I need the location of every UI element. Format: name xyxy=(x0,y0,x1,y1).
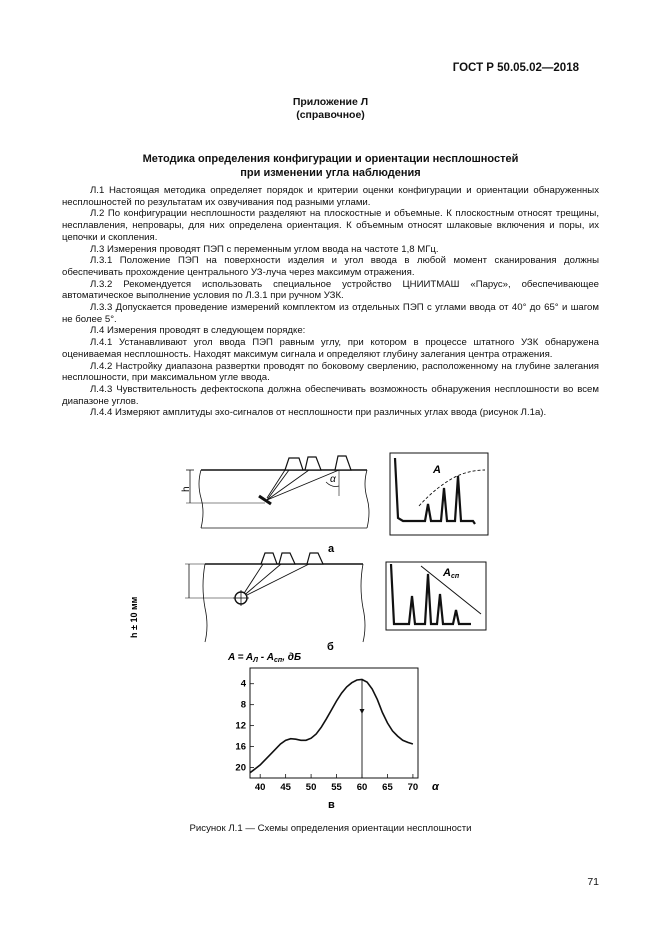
x-tick-label: 70 xyxy=(407,782,419,793)
chart-x-axis-label: α xyxy=(432,781,439,793)
specimen-left-break xyxy=(199,470,203,528)
transducer-b1-icon xyxy=(261,553,277,564)
chart-formula-sub1: Л xyxy=(253,657,258,664)
chart-formula-sub2: сп xyxy=(274,657,283,664)
y-tick-label: 8 xyxy=(240,699,246,711)
x-tick-label: 60 xyxy=(356,782,368,793)
paragraph-l3-2: Л.3.2 Рекомендуется использовать специальное устройство ЦНИИТМАШ «Парус», обеспечивающее автоматическое выполнение условия по Л.3.1 при ручном УЗК. xyxy=(62,278,599,302)
chart-formula-mid: - A xyxy=(257,652,275,663)
chart-frame xyxy=(250,668,418,778)
transducer-b2-icon xyxy=(279,553,295,564)
y-tick-label: 4 xyxy=(240,678,246,690)
depth-label-b: h ± 10 мм xyxy=(129,596,139,638)
annex-subtitle: (справочное) xyxy=(296,109,365,121)
panel-label-b: б xyxy=(327,641,334,653)
specimen-right-break xyxy=(365,470,369,528)
chart-peak-marker-arrow xyxy=(360,709,365,714)
paragraph-l3-3: Л.3.3 Допускается проведение измерений комплектом из отдельных ПЭП с углами ввода от 40° до 65° и шагом не более 5°. xyxy=(62,302,599,325)
envelope-label-b-sub: сп xyxy=(450,573,460,580)
paragraph-l1: Л.1 Настоящая методика определяет порядок и критерии оценки конфигурации и ориентации обнаруженных несплошностей по результатам их озвучивания под разными углами. xyxy=(62,185,599,208)
envelope-label-a: A xyxy=(433,464,441,476)
x-tick-label: 50 xyxy=(305,782,317,793)
figure-panel-c-chart xyxy=(220,648,450,810)
chart-series-line xyxy=(250,680,413,773)
paragraph-l3: Л.3 Измерения проводят ПЭП с переменным углом ввода на частоте 1,8 МГц. xyxy=(90,243,439,255)
x-tick-label: 40 xyxy=(254,782,266,793)
document-code: ГОСТ Р 50.05.02—2018 xyxy=(452,62,579,74)
figure-panel-a xyxy=(181,448,495,560)
transducer-2-icon xyxy=(305,457,321,470)
figure-caption: Рисунок Л.1 — Схемы определения ориентации несплошности xyxy=(189,823,472,834)
x-tick-label: 55 xyxy=(331,782,342,793)
figure-panel-b xyxy=(129,552,495,653)
page-number: 71 xyxy=(587,876,599,888)
specimen-left-break-b xyxy=(203,564,207,642)
paragraph-l2: Л.2 По конфигурации несплошности разделяют на плоскостные и объемные. К плоскостным относят трещины, несплавления, непровары, для них определена ориентация. К объемным относят шлаковые включения и поры, их цепочки и скопления. xyxy=(62,208,599,243)
panel-label-a: а xyxy=(328,543,335,555)
transducer-1-icon xyxy=(285,458,303,470)
paragraph-l4-4: Л.4.4 Измеряют амплитуды эхо-сигналов от несплошности при различных углах ввода (рисунок Л.1а). xyxy=(90,407,547,419)
y-tick-label: 16 xyxy=(235,741,246,753)
paragraph-l4: Л.4 Измерения проводят в следующем порядке: xyxy=(90,325,306,337)
y-tick-label: 12 xyxy=(235,720,246,732)
a-scan-screen-b xyxy=(386,562,486,630)
method-title-line2: при изменении угла наблюдения xyxy=(240,167,421,179)
paragraph-l4-2: Л.4.2 Настройку диапазона развертки проводят по боковому сверлению, расположенному на глубине залегания несплошности, при максимальном угле ввода. xyxy=(62,360,599,384)
specimen-right-break-b xyxy=(361,564,365,642)
body-text xyxy=(62,185,599,419)
x-tick-label: 45 xyxy=(280,782,291,793)
y-tick-label: 20 xyxy=(235,762,246,774)
annex-heading xyxy=(0,96,661,122)
transducer-b3-icon xyxy=(307,553,323,564)
annex-title: Приложение Л xyxy=(292,96,369,108)
method-heading xyxy=(0,152,661,180)
chart-formula-unit: , дБ xyxy=(282,652,302,663)
paragraph-l4-3: Л.4.3 Чувствительность дефектоскопа должна обеспечивать возможность обнаружения несплошности во всем диапазоне углов. xyxy=(62,383,599,407)
envelope-label-b-main: A xyxy=(443,567,451,579)
chart-formula xyxy=(227,652,301,664)
paragraph-l4-1: Л.4.1 Устанавливают угол ввода ПЭП равным углу, при котором в процессе штатного УЗК обнаружена оцениваемая несплошность. Находят максимум сигнала и определяют глубину залегания центра отражения. xyxy=(62,337,599,360)
chart-formula-a: A = A xyxy=(228,652,254,663)
depth-label: h xyxy=(181,486,192,492)
panel-label-c: в xyxy=(328,799,335,811)
transducer-3-icon xyxy=(335,456,351,470)
angle-label: α xyxy=(330,474,336,485)
paragraph-l3-1: Л.3.1 Положение ПЭП на поверхности изделия и угол ввода в любой момент сканирования должны обеспечивать прохождение центрального УЗ-луча через максимум отражения. xyxy=(62,255,599,278)
x-tick-label: 65 xyxy=(382,782,393,793)
method-title-line1: Методика определения конфигурации и ориентации несплошностей xyxy=(142,153,519,165)
